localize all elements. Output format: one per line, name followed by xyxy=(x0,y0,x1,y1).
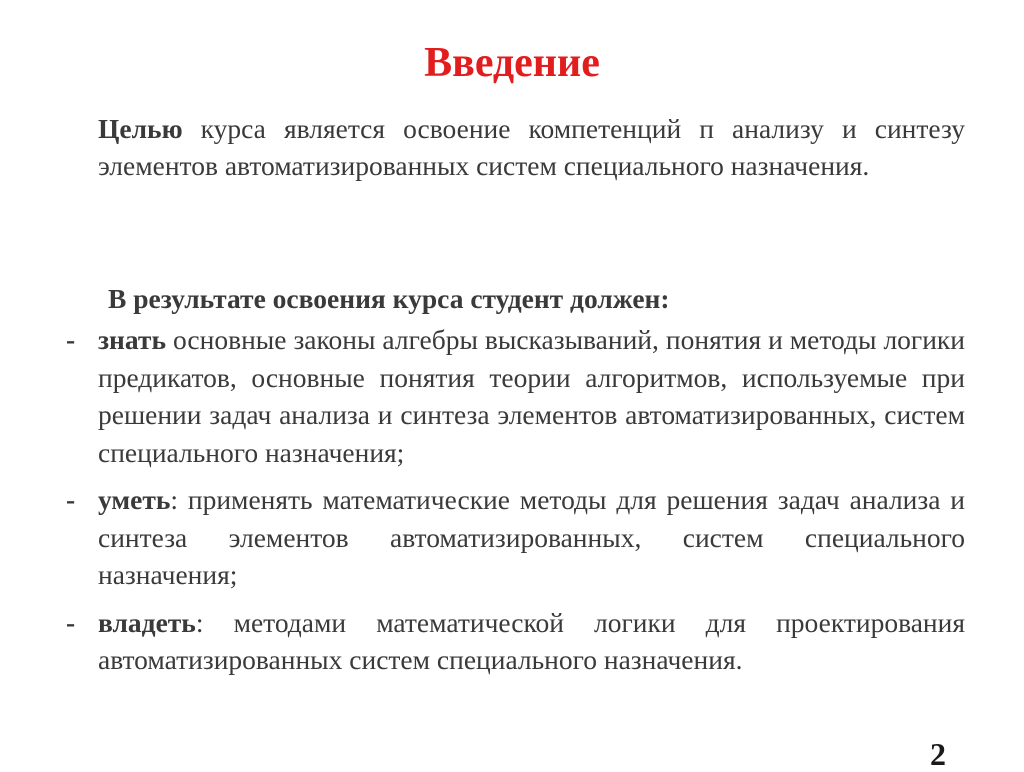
results-heading: В результате освоения курса студент должен: xyxy=(108,283,670,314)
bullet-text: : методами математической логики для проектирования автоматизированных систем специального назначения. xyxy=(98,606,965,675)
bullet-keyword: владеть xyxy=(98,606,196,638)
bullet-text: : применять математические методы для решения задач анализа и синтеза элементов автоматизированных, систем специального назначения; xyxy=(98,484,965,590)
bullet-keyword: уметь xyxy=(98,484,171,515)
bullet-dash: - xyxy=(66,606,76,638)
list-item-be-able xyxy=(66,481,965,594)
list-item-know xyxy=(66,321,965,471)
goal-text: курса является освоение компетенций п анализу и синтезу элементов автоматизированных систем специального назначения. xyxy=(98,113,965,181)
goal-lead-word: Целью xyxy=(98,113,183,144)
bullet-dash: - xyxy=(66,484,76,515)
competency-list xyxy=(66,321,965,689)
slide-title: Введение xyxy=(424,40,600,86)
bullet-text: основные законы алгебры высказываний, понятия и методы логики предикатов, основные понятия теории алгоритмов, используемые при решении задач анализа и синтеза элементов автоматизированных, систем специального назначения; xyxy=(98,324,965,468)
bullet-dash: - xyxy=(66,324,76,355)
list-item-master xyxy=(66,604,965,679)
goal-paragraph xyxy=(98,110,965,184)
bullet-keyword: знать xyxy=(98,324,166,355)
page-number: 2 xyxy=(930,736,946,772)
